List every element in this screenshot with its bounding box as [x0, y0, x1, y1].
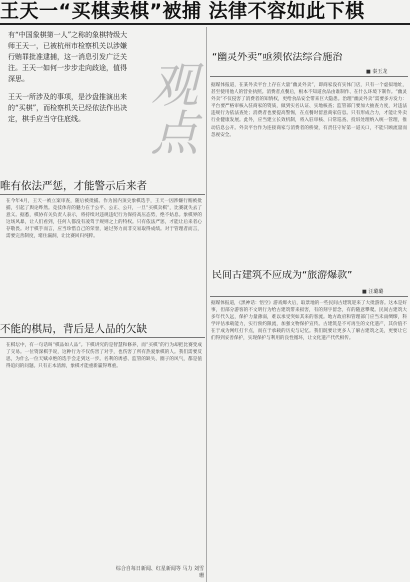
column-divider: [206, 27, 207, 582]
kicker-label: 观点: [142, 60, 198, 156]
section-title-character: 不能的棋局，背后是人品的欠缺: [0, 323, 147, 335]
section-title-ancient-buildings: 民间古建筑不应成为“旅游爆款”: [212, 270, 353, 281]
section-rule-ghost-delivery: [210, 76, 408, 77]
section-rule-character: [0, 337, 205, 338]
section-title-ghost-delivery: “幽灵外卖”亟须依法综合施治: [212, 52, 343, 63]
headline-rule: [0, 23, 410, 25]
lead-text: 有“中国象棋第一人”之称的象棋特级大师王天一，已被杭州市检察机关以涉嫌行贿罪批准逮捕，这一消息引发广泛关注。王天一如何一步步走向歧途，值得深思。: [8, 31, 128, 83]
left-byline: 综合自每日新闻、红星新闻等 马力 刘雪珊: [115, 566, 204, 579]
lead-tail: 王天一所涉及的事项，是沙盘推演出来的“买棋”，而检察机关已经依法作出决定，棋手应当守住底线。: [8, 93, 128, 123]
section-rule-ancient-buildings: [210, 296, 408, 297]
section-rule-punish: [0, 194, 205, 195]
article-ghost-delivery-body: 据媒体报道，在某外卖平台上存在大量“幽灵外卖”，即商家没有实体门店，只有一个虚拟地址，甚至使用他人的营业执照。消费者点餐后，根本不知道食品由谁制作、在什么环境下制作。“幽灵外卖”不仅侵害了消费者的知情权，更给食品安全带来巨大隐患。治理“幽灵外卖”需要多方发力：平台要严格审核入驻商家的资质，做到实名认证、实地核查；监管部门要加大抽查力度，对违法违规行为依法查处；消费者也要提高警惕，在点餐时留意商家信息。只有形成合力，才能让外卖行业健康发展。此外，应当建立长效机制，将入驻审核、日常巡查、投诉处理纳入统一管理，推动信息公开。外卖平台作为连接商家与消费者的桥梁，有责任守好第一道关口，不能只顾流量而忽视安全。: [211, 83, 407, 138]
headline: 王天一“买棋卖棋”被捕 法律不容如此下棋: [0, 0, 365, 22]
article-punish-body: 在今年4月，王天一被立案审查，随后被批捕。作为国内顶尖象棋选手，王天一因涉嫌行贿被批捕，引起了舆论哗然。竞技体育的魅力在于公平、公正、公开，一旦“买棋卖棋”，比赛就失去了意义。据悉，棋协有关负责人表示，将持续对违规违纪行为保持高压态势，绝不姑息。象棋界的这场风暴，让人们看到，任何人都没有凌驾于规则之上的特权。只有依法严惩，才能让后来者心存敬畏。对于棋手而言，应当珍惜自己的荣誉，通过努力而非交易取得成绩。对于管理者而言，需要完善制度，堵住漏洞，让比赛回归纯粹。: [6, 199, 202, 240]
article-ancient-buildings-body: 据媒体报道，《黑神话：悟空》游戏爆火后，取景地的一些民间古建筑迎来了大批游客。这本是好事，但部分游客的不文明行为给古建筑带来损害，有的刻字留念，有的随意攀爬。民间古建筑大多年代久远，保护力量薄弱，难以承受突如其来的客流。地方政府和管理部门应当未雨绸缪，科学评估承载能力，实行预约限流，加强文物保护宣传。古建筑是不可再生的文化遗产，其价值不在于成为网红打卡点，而在于承载的历史与记忆。我们既要让更多人了解古建筑之美，更要让它们得到妥善保护，实现保护与利用的良性循环，让文化遗产代代相传。: [211, 301, 407, 342]
article-character-body: 在棋坛中，有一句话叫“棋品如人品”。下棋讲究的是智慧和修养，而“买棋”的行为却把比赛变成了交易。一位资深棋手说，这种行为不仅伤害了对手，也伤害了所有热爱象棋的人。我们需要反思，为什么一位天赋卓绝的选手会走到这一步。名利的诱惑、监管的缺失、圈子的风气，都是值得追问的问题。只有正本清源，象棋才能重新赢得尊重。: [6, 343, 202, 370]
byline-ghost-delivery: ■ 秦玉龙: [366, 69, 388, 75]
byline-ancient-buildings: ■ 汪璐璐: [362, 289, 384, 295]
section-title-punish: 唯有依法严惩，才能警示后来者: [0, 180, 147, 192]
